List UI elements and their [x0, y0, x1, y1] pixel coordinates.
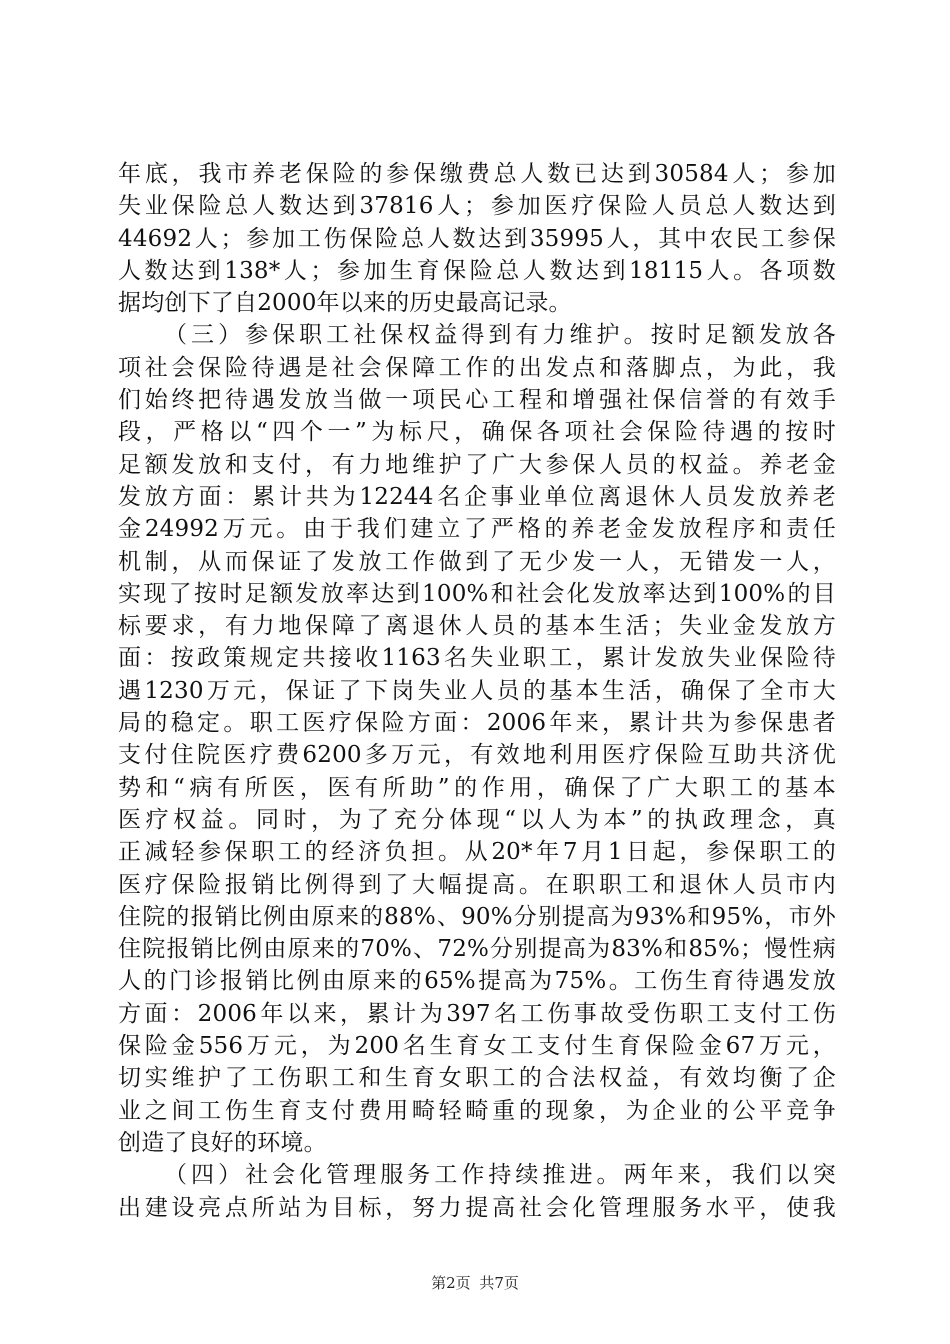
section-heading-line: （三）参保职工社保权益得到有力维护。按时足额发放各 [164, 322, 836, 349]
text-line: 医疗权益。同时，为了充分体现“以人为本”的执政理念，真 [118, 806, 836, 833]
text-line: 年底，我市养老保险的参保缴费总人数已达到30584人；参加 [118, 161, 836, 187]
text-line: 44692人；参加工伤保险总人数达到35995人，其中农民工参保 [118, 225, 836, 252]
text-line: 创造了良好的环境。 [118, 1129, 327, 1156]
document-body [118, 158, 836, 1224]
text-line: 住院报销比例由原来的70%、72%分别提高为83%和85%；慢性病 [118, 936, 836, 963]
text-line: 人数达到138*人；参加生育保险总人数达到18115人。各项数 [118, 257, 836, 284]
text-line: 局的稳定。职工医疗保险方面：2006年来，累计共为参保患者 [118, 710, 836, 737]
text-line: 段，严格以“四个一”为标尺，确保各项社会保险待遇的按时 [118, 419, 836, 446]
text-line: 们始终把待遇发放当做一项民心工程和增强社保信誉的有效手 [118, 387, 836, 414]
text-line: 势和“病有所医，医有所助”的作用，确保了广大职工的基本 [118, 774, 836, 801]
text-line: 机制，从而保证了发放工作做到了无少发一人，无错发一人， [118, 548, 836, 575]
text-line: 标要求，有力地保障了离退休人员的基本生活；失业金发放方 [118, 613, 836, 640]
text-line: 据均创下了自2000年以来的历史最高记录。 [118, 290, 572, 317]
text-line: 人的门诊报销比例由原来的65%提高为75%。工伤生育待遇发放 [118, 968, 836, 995]
text-line: 遇1230万元，保证了下岗失业人员的基本生活，确保了全市大 [118, 677, 836, 704]
text-line: 项社会保险待遇是社会保障工作的出发点和落脚点，为此，我 [118, 354, 836, 381]
text-line: 业之间工伤生育支付费用畸轻畸重的现象，为企业的公平竞争 [118, 1097, 836, 1124]
text-line: 方面：2006年以来，累计为397名工伤事故受伤职工支付工伤 [118, 1000, 836, 1027]
text-line: 支付住院医疗费6200多万元，有效地利用医疗保险互助共济优 [118, 742, 836, 769]
text-line: 保险金556万元，为200名生育女工支付生育保险金67万元， [118, 1033, 836, 1060]
text-line: 面：按政策规定共接收1163名失业职工，累计发放失业保险待 [118, 645, 836, 672]
page-number: 第2页 [431, 1274, 471, 1292]
text-line: 失业保险总人数达到37816人；参加医疗保险人员总人数达到 [118, 193, 836, 220]
page-footer [0, 1272, 950, 1293]
text-line: 住院的报销比例由原来的88%、90%分别提高为93%和95%，市外 [118, 903, 836, 930]
page-total: 共7页 [479, 1274, 519, 1292]
text-line: 正减轻参保职工的经济负担。从20*年7月1日起，参保职工的 [118, 839, 836, 866]
text-line: 足额发放和支付，有力地维护了广大参保人员的权益。养老金 [118, 451, 836, 478]
text-line: 医疗保险报销比例得到了大幅提高。在职职工和退休人员市内 [118, 871, 836, 898]
text-line: 出建设亮点所站为目标，努力提高社会化管理服务水平，使我 [118, 1194, 836, 1221]
text-line: 实现了按时足额发放率达到100%和社会化发放率达到100%的目 [118, 580, 836, 607]
section-heading-line: （四）社会化管理服务工作持续推进。两年来，我们以突 [164, 1162, 836, 1189]
text-line: 发放方面：累计共为12244名企事业单位离退休人员发放养老 [118, 483, 836, 510]
text-line: 切实维护了工伤职工和生育女职工的合法权益，有效均衡了企 [118, 1065, 836, 1092]
text-line: 金24992万元。由于我们建立了严格的养老金发放程序和责任 [118, 516, 836, 543]
